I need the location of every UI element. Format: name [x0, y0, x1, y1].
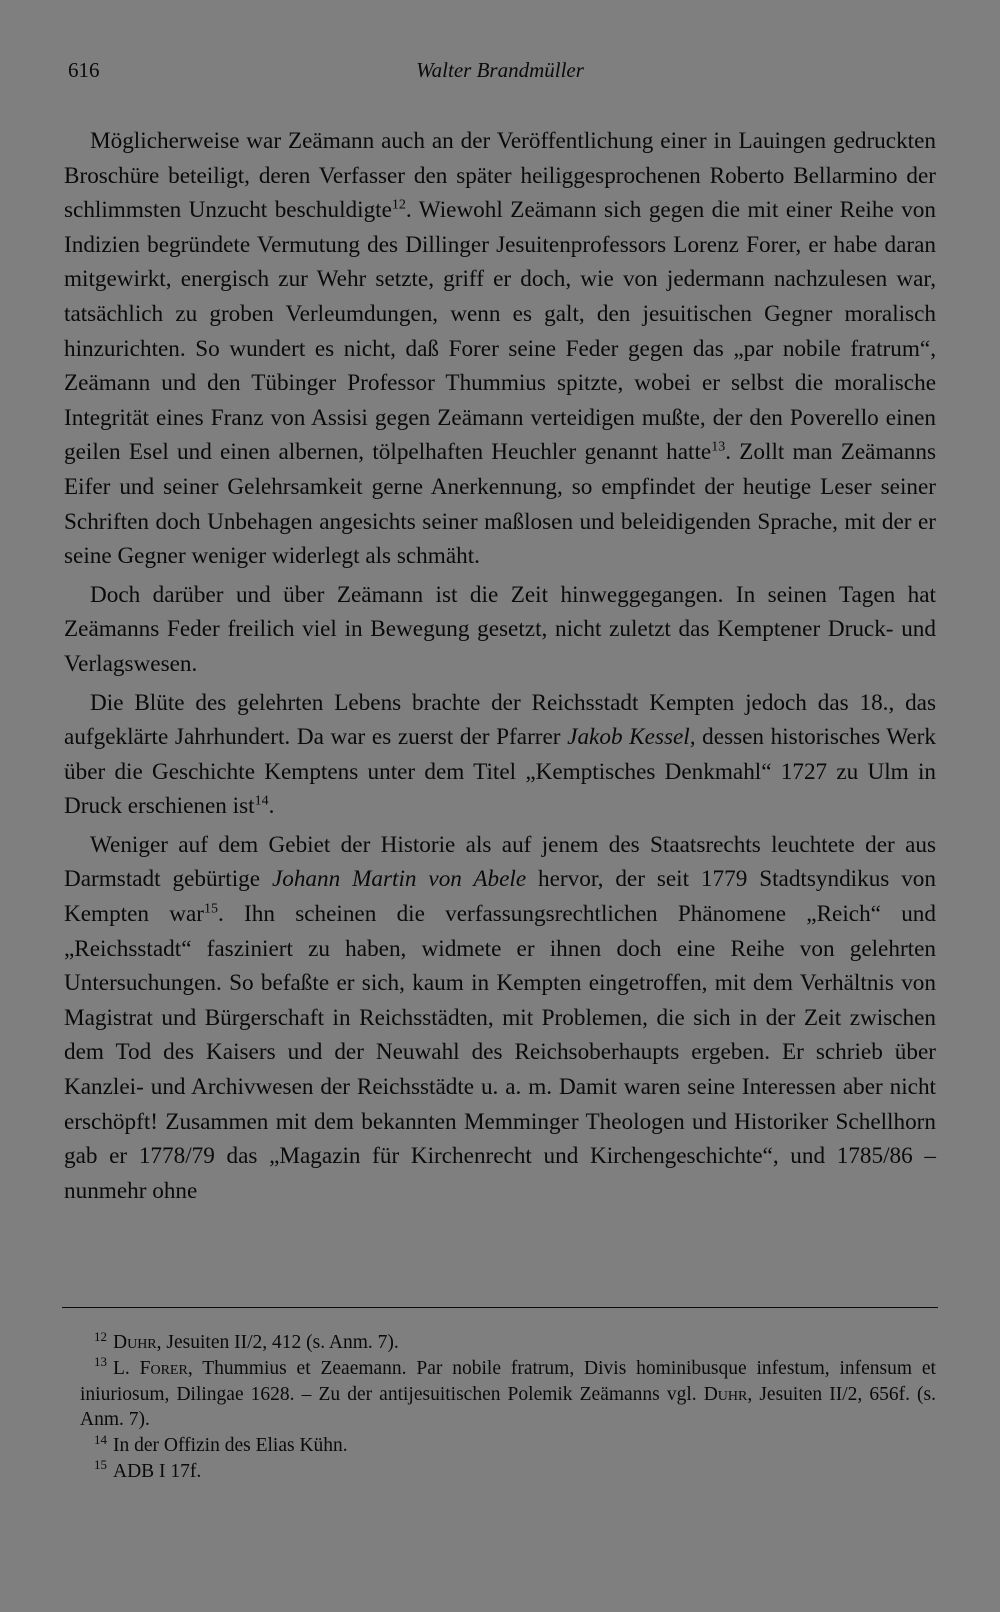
- italic-name: Johann Martin von Abele: [271, 866, 527, 893]
- footnote-number: 13: [94, 1354, 107, 1370]
- footnote-reference: 15: [204, 901, 218, 917]
- italic-name: Jakob Kessel,: [567, 724, 696, 751]
- paragraph: [64, 686, 936, 824]
- text-run: Doch darüber und über Zeämann ist die Zeit hinweggegangen. In seinen Tagen hat Zeämanns Feder freilich viel in Bewegung gesetzt, nicht zuletzt das Kemptener Druck- und Verlagswesen.: [64, 581, 936, 677]
- paragraph: [64, 828, 936, 1209]
- text-run: . Zollt man Zeämanns Eifer und seiner Gelehrsamkeit gerne Anerkennung, so empfindet der heutige Leser seiner Schriften doch Unbehagen angesichts seiner maßlosen und beleidigenden Sprache, mit der er seine Gegner weniger widerlegt als schmäht.: [64, 439, 936, 570]
- running-head: Walter Brandmüller: [416, 58, 584, 82]
- text-run: .: [268, 793, 275, 820]
- footnote-number: 12: [94, 1328, 107, 1344]
- footnotes: [64, 1330, 936, 1485]
- footnote: [64, 1330, 936, 1356]
- paragraph: [64, 124, 936, 574]
- author-name: Forer: [139, 1357, 188, 1379]
- text-run: , Jesuiten II/2, 412 (s. Anm. 7).: [156, 1332, 399, 1353]
- text-run: In der Offizin des Elias Kühn.: [113, 1435, 348, 1457]
- footnote-reference: 13: [711, 439, 726, 455]
- text-run: Die Blüte des gelehrten Lebens brachte der Reichsstadt Kempten jedoch das 18., das aufgeklärte Jahrhundert. Da war es zuerst der Pfarrer: [64, 689, 936, 751]
- text-run: Weniger auf dem Gebiet der Historie als auf jenem des Staatsrechts leuchtete der aus Darmstadt gebürtige: [64, 831, 936, 893]
- text-run: Möglicherweise war Zeämann auch an der Veröffentlichung einer in Lauingen gedruckten Broschüre beteiligt, deren Verfasser den später heiliggesprochenen Roberto Bellarmino der schlimmsten Unzucht beschuldigte: [64, 128, 936, 224]
- text-run: ADB I 17f.: [113, 1460, 202, 1482]
- text-run: L.: [113, 1357, 140, 1379]
- body-text: [64, 124, 936, 1208]
- footnote: [64, 1433, 936, 1459]
- text-run: dessen historisches Werk über die Geschichte Kemptens unter dem Titel „Kemptisches Denkmahl“ 1727 zu Ulm in Druck erschienen ist: [64, 724, 936, 820]
- author-name: Duhr: [113, 1332, 157, 1353]
- text-run: . Wiewohl Zeämann sich gegen die mit einer Reihe von Indizien begründete Vermutung des Dillinger Jesuitenprofessors Lorenz Forer, er habe daran mitgewirkt, energisch zur Wehr setzte, griff er doch, wie von jedermann nachzulesen war, tatsächlich zu groben Verleumdungen, wenn es galt, den jesuitischen Gegner moralisch hinzurichten. So wundert es nicht, daß Forer seine Feder gegen das „par nobile fratrum“, Zeämann und den Tübinger Professor Thummius spitzte, wobei er selbst die moralische Integrität eines Franz von Assisi gegen Zeämann verteidigen mußte, der den Poverello einen geilen Esel und einen albernen, tölpelhaften Heuchler genannt hatte: [64, 197, 936, 466]
- paragraph: [64, 578, 936, 682]
- page-number: 616: [68, 58, 100, 82]
- text-run: , Jesuiten II/2, 656f. (s. Anm. 7).: [80, 1383, 936, 1431]
- author-name: Duhr: [703, 1383, 748, 1405]
- text-run: , Thummius et Zeaemann. Par nobile fratrum, Divis hominibusque infestum, infensum et iniuriosum, Dilingae 1628. – Zu der antijesuitischen Polemik Zeämanns vgl.: [80, 1357, 936, 1405]
- footnote: [64, 1459, 936, 1485]
- footnote-number: 15: [94, 1457, 107, 1473]
- text-run: hervor, der seit 1779 Stadtsyndikus von Kempten war: [64, 866, 936, 928]
- text-run: . Ihn scheinen die verfassungsrechtlichen Phänomene „Reich“ und „Reichsstadt“ fasziniert zu haben, widmete er ihnen doch eine Reihe von gelehrten Untersuchungen. So befaßte er sich, kaum in Kempten eingetroffen, mit dem Verhältnis von Magistrat und Bürgerschaft in Reichsstädten, mit Problemen, die sich in der Zeit zwischen dem Tod des Kaisers und der Neuwahl des Reichsoberhaupts ergeben. Er schrieb über Kanzlei- und Archivwesen der Reichsstädte u. a. m. Damit waren seine Interessen aber nicht erschöpft! Zusammen mit dem bekannten Memminger Theologen und Historiker Schellhorn gab er 1778/79 das „Magazin für Kirchenrecht und Kirchengeschichte“, und 1785/86 – nunmehr ohne: [64, 901, 936, 1204]
- footnote-divider: [62, 1307, 938, 1308]
- footnote-reference: 14: [254, 793, 269, 809]
- footnote: [64, 1356, 936, 1433]
- footnote-number: 14: [94, 1431, 107, 1447]
- footnote-reference: 12: [391, 197, 406, 213]
